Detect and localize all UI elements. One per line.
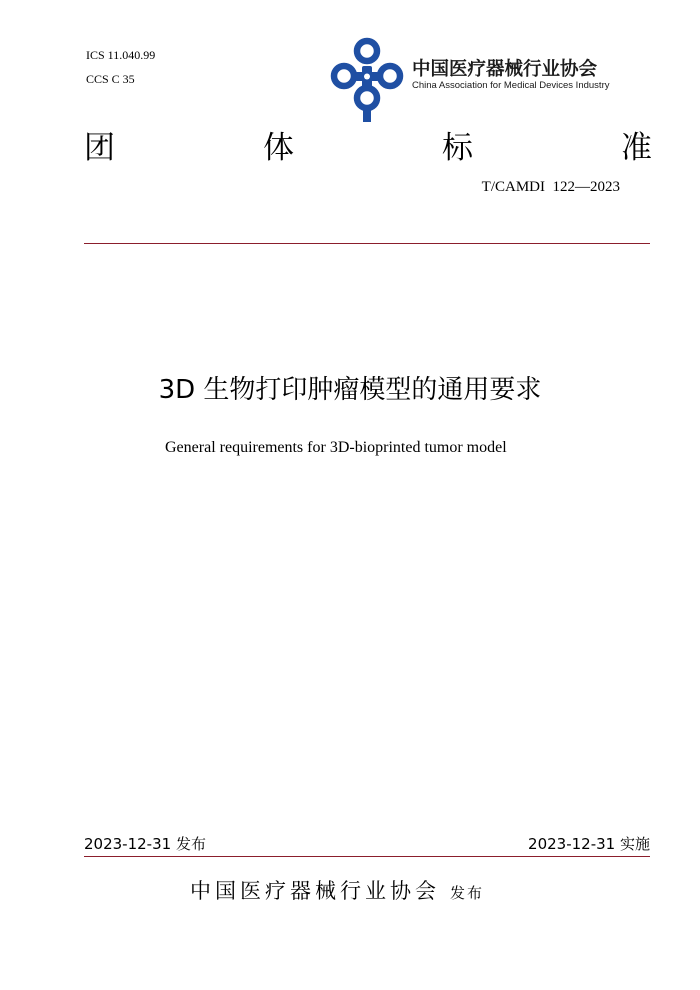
document-title-cn: 3D 生物打印肿瘤模型的通用要求	[158, 375, 542, 405]
document-title-en: General requirements for 3D-bioprinted tumor model	[165, 439, 507, 456]
standard-type-char: 体	[263, 130, 294, 166]
standard-type-char: 准	[621, 130, 652, 166]
association-name-cn: 中国医疗器械行业协会	[412, 59, 598, 80]
top-divider	[84, 243, 650, 244]
ics-code: ICS 11.040.99	[86, 48, 156, 62]
publisher-suffix: 发布	[450, 884, 485, 902]
bottom-divider	[84, 856, 650, 857]
association-name-en: China Association for Medical Devices Industry	[412, 80, 610, 91]
publisher-line	[190, 876, 484, 908]
publish-date: 2023-12-31 发布	[84, 835, 206, 853]
standard-type-char: 标	[442, 130, 473, 166]
standard-type-heading	[84, 128, 652, 168]
ccs-code: CCS C 35	[86, 72, 135, 86]
standard-code: T/CAMDI 122—2023	[481, 179, 620, 195]
publisher-name: 中国医疗器械行业协会	[190, 879, 440, 903]
standard-type-char: 团	[84, 130, 115, 166]
implement-date: 2023-12-31 实施	[528, 835, 650, 853]
knot-logo-icon	[329, 36, 405, 122]
